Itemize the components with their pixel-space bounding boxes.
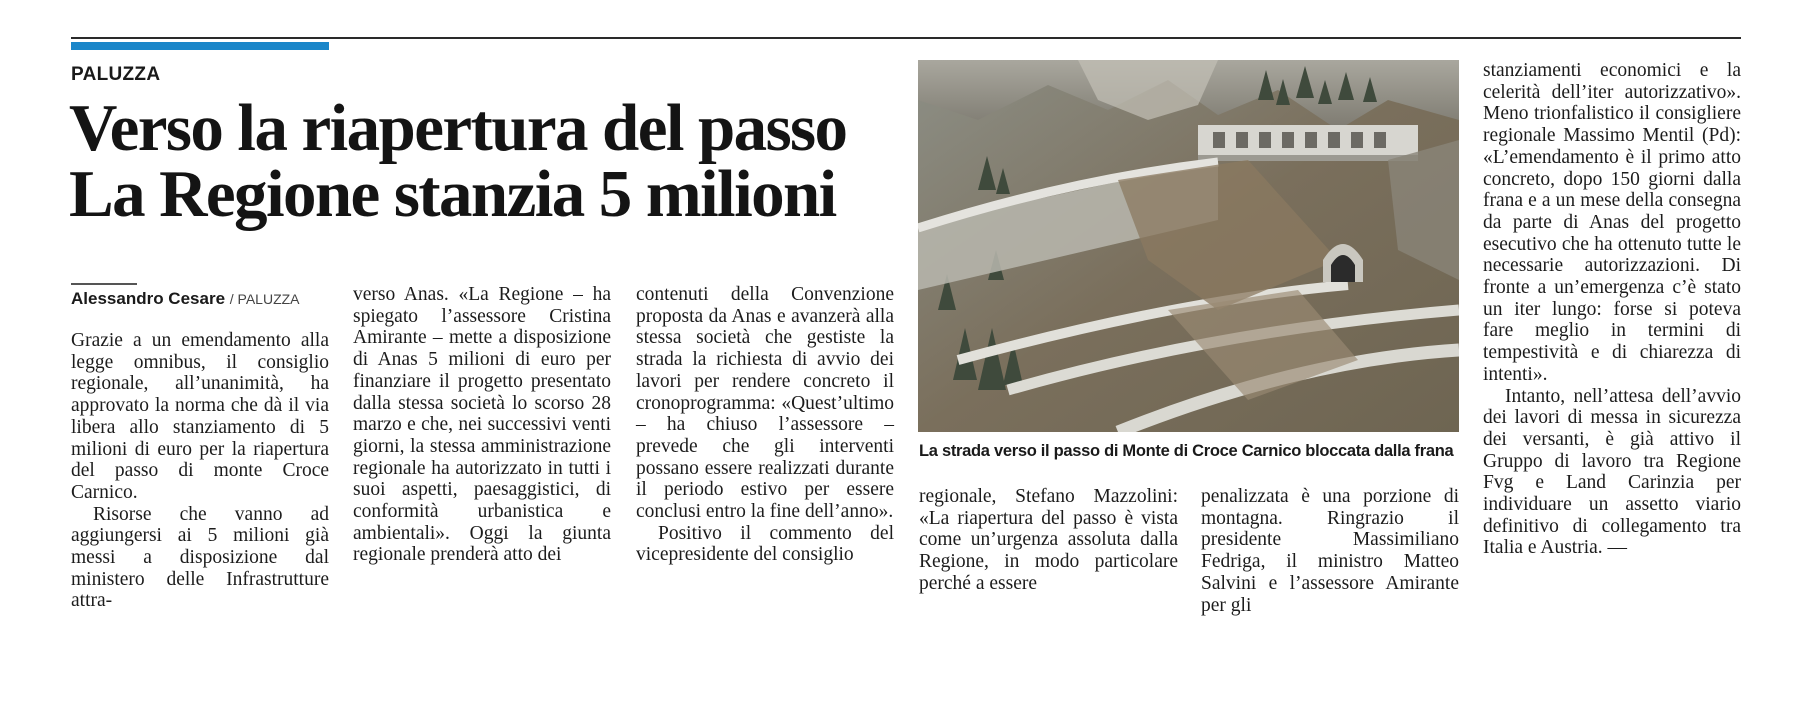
paragraph: regionale, Stefano Mazzolini: «La riapertura del passo è vista come un’urgenza assoluta dalla Regione, in modo particolare perché a essere [919, 486, 1178, 594]
headline [69, 91, 899, 231]
paragraph: verso Anas. «La Regione – ha spiegato l’assessore Cristina Amirante – mette a disposizione di Anas 5 milioni di euro per finanziare il progetto presentato dalla stessa società lo scorso 28 marzo e che, nei successivi venti giorni, la stessa amministrazione regionale ha autorizzato in tutti i suoi aspetti, paesaggistici, di conformità urbanistica e ambientali». Oggi la giunta regionale prenderà atto dei [353, 284, 611, 566]
byline-location: / PALUZZA [229, 291, 300, 307]
photo-caption: La strada verso il passo di Monte di Croce Carnico bloccata dalla frana [919, 442, 1454, 460]
section-accent-bar [71, 42, 329, 50]
article-column-1 [71, 330, 329, 612]
paragraph: Grazie a un emendamento alla legge omnibus, il consiglio regionale, all’unanimità, ha approvato la norma che dà il via libera allo stanziamento di 5 milioni di euro per la riapertura del passo di monte Croce Carnico. [71, 330, 329, 503]
article-column-5 [1201, 486, 1459, 616]
paragraph: penalizzata è una porzione di montagna. Ringrazio il presidente Massimiliano Fedriga, il ministro Matteo Salvini e l’assessore Amirante per gli [1201, 486, 1459, 616]
paragraph: Positivo il commento del vicepresidente del consiglio [636, 522, 894, 566]
paragraph: Risorse che vanno ad aggiungersi ai 5 milioni già messi a disposizione dal ministero delle Infrastrutture attra- [71, 503, 329, 612]
headline-line-1: Verso la riapertura del passo [69, 91, 847, 165]
paragraph: Intanto, nell’attesa dell’avvio dei lavori di messa in sicurezza dei versanti, è già attivo il Gruppo di lavoro tra Regione Fvg e Land Carinzia per individuare un assetto viario definitivo di collegamento tra Italia e Austria. — [1483, 385, 1741, 559]
article-column-3 [636, 284, 894, 566]
byline [71, 289, 300, 309]
article-photo [918, 60, 1459, 432]
article-column-6 [1483, 60, 1741, 559]
paragraph: stanziamenti economici e la celerità dell’iter autorizzativo». Meno trionfalistico il consigliere regionale Massimo Mentil (Pd): «L’emendamento è il primo atto concreto, dopo 150 giorni dalla frana e a un mese della consegna da parte di Anas del progetto esecutivo che ha ottenuto tutte le necessarie autorizzazioni. Di fronte a un’emergenza c’è stato un iter lungo: forse si poteva fare meglio in termini di tempestività e di chiarezza di intenti». [1483, 60, 1741, 385]
top-rule [71, 37, 1741, 39]
article-column-2 [353, 284, 611, 566]
paragraph: contenuti della Convenzione proposta da Anas e avanzerà alla stessa società che gestiste la strada la richiesta di avvio dei lavori per rendere concreto il cronoprogramma: «Quest’ultimo – ha chiuso l’assessore – prevede che gli interventi possano essere realizzati durante il periodo estivo per essere conclusi entro la fine dell’anno». [636, 284, 894, 523]
section-kicker: PALUZZA [71, 64, 161, 85]
byline-rule [71, 283, 137, 285]
byline-author: Alessandro Cesare [71, 289, 226, 308]
article-column-4 [919, 486, 1178, 595]
headline-line-2: La Regione stanzia 5 milioni [69, 157, 836, 231]
